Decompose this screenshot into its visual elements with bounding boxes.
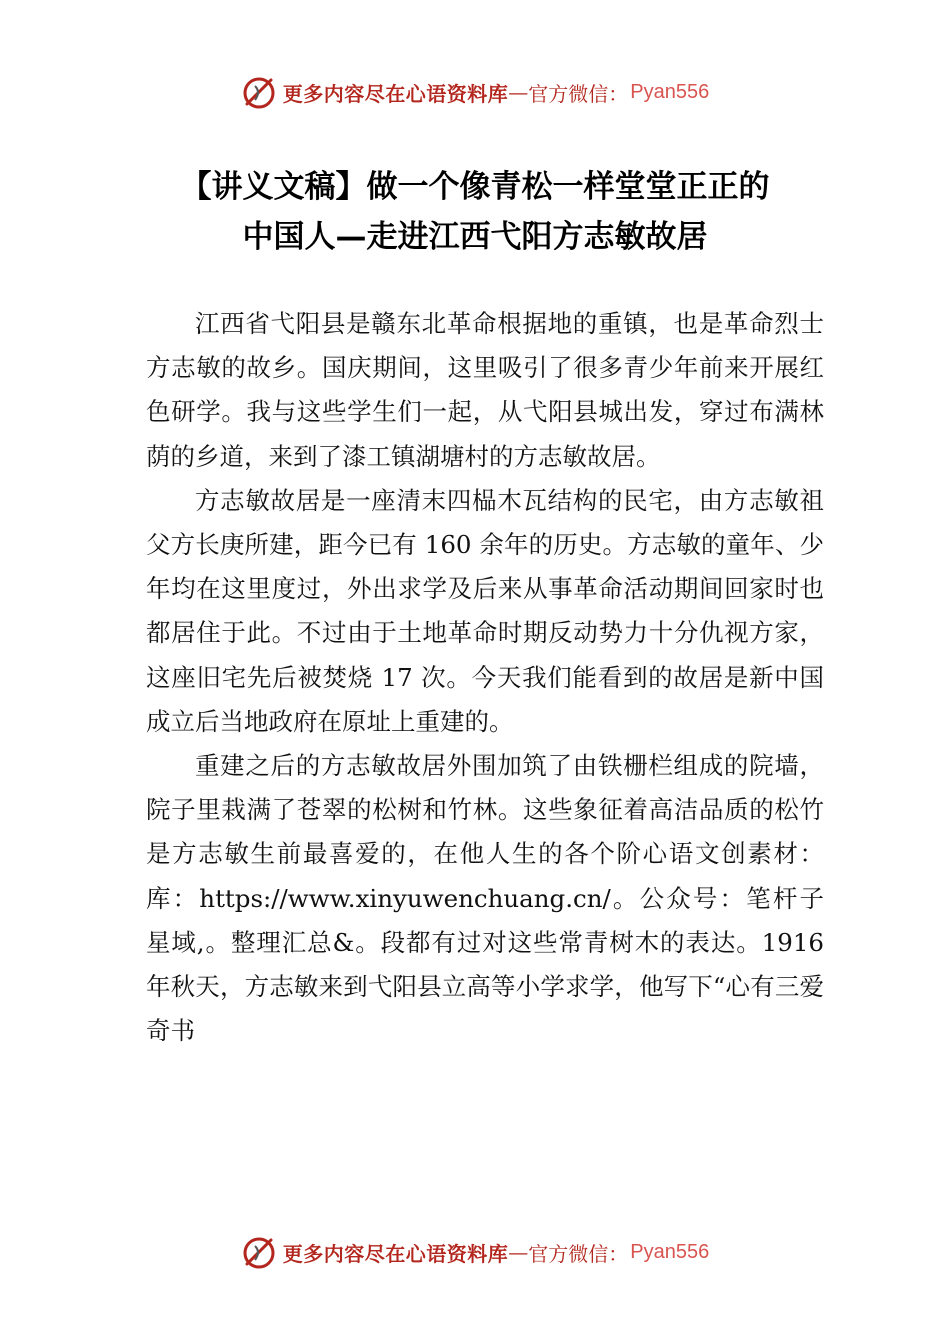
banner-wechat-label: 官方微信： <box>528 1241 629 1266</box>
title-line-1: 【讲义文稿】做一个像青松一样堂堂正正的 <box>180 169 770 205</box>
banner-text: 更多内容尽在心语资料库 <box>282 1241 509 1266</box>
brush-seal-logo-icon <box>241 1234 277 1270</box>
banner-wechat-id: Pyan556 <box>630 1240 710 1263</box>
document-title <box>0 162 950 262</box>
paragraph-3: 重建之后的方志敏故居外围加筑了由铁栅栏组成的院墙，院子里栽满了苍翠的松树和竹林。这些象征着高洁品质的松竹是方志敏生前最喜爱的，在他人生的各个阶心语文创素材：库：https://www.xinyuwenchuang.cn/。公众号：笔杆子星域,。整理汇总&。段都有过对这些常青树木的表达。1916 年秋天，方志敏来到弋阳县立高等小学求学，他写下“心有三爱奇书 <box>146 751 824 1046</box>
paragraph-1: 江西省弋阳县是赣东北革命根据地的重镇，也是革命烈士方志敏的故乡。国庆期间，这里吸引了很多青少年前来开展红色研学。我与这些学生们一起，从弋阳县城出发，穿过布满林荫的乡道，来到了漆工镇湖塘村的方志敏故居。 <box>146 309 824 471</box>
footer-banner <box>0 1232 950 1272</box>
brush-seal-logo-icon <box>241 74 277 110</box>
paragraph-2: 方志敏故居是一座清末四榀木瓦结构的民宅，由方志敏祖父方长庚所建，距今已有 160 余年的历史。方志敏的童年、少年均在这里度过，外出求学及后来从事革命活动期间回家时也都居住于此。不过由于土地革命时期反动势力十分仇视方家，这座旧宅先后被焚烧 17 次。今天我们能看到的故居是新中国成立后当地政府在原址上重建的。 <box>146 485 824 736</box>
banner-separator: — <box>508 1240 529 1264</box>
banner-wechat-id: Pyan556 <box>630 80 710 103</box>
banner-text: 更多内容尽在心语资料库 <box>282 81 509 106</box>
document-body <box>146 302 824 1053</box>
header-banner <box>0 72 950 112</box>
banner-separator: — <box>508 80 529 104</box>
title-line-2: 中国人—走进江西弋阳方志敏故居 <box>242 219 708 255</box>
banner-wechat-label: 官方微信： <box>528 81 629 106</box>
